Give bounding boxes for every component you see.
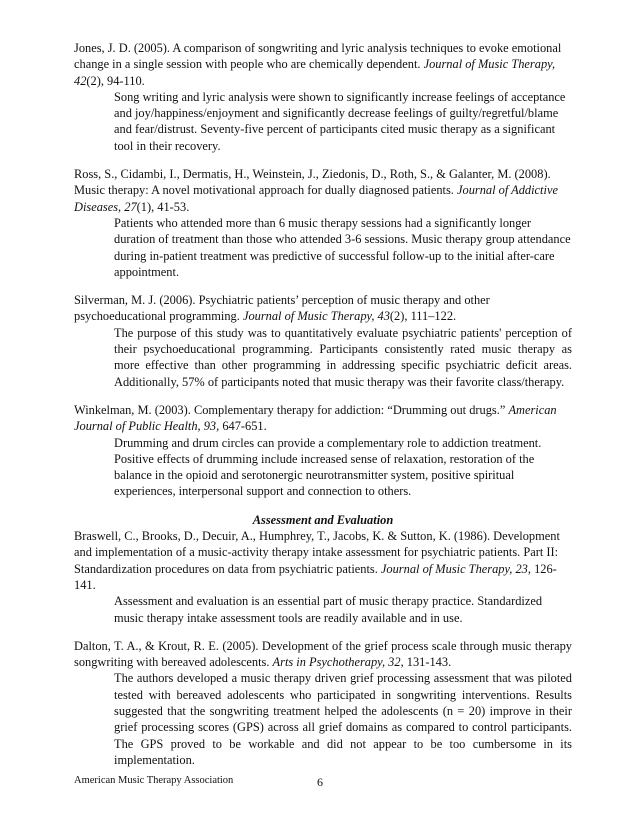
citation: Winkelman, M. (2003). Complementary therapy for addiction: “Drumming out drugs.” American Journal of Public Health, 93, 647-651. [74, 402, 557, 434]
summary: Assessment and evaluation is an essential part of music therapy practice. Standardized music therapy intake assessment tools are readily available and in use. [114, 594, 543, 625]
citation: Ross, S., Cidambi, I., Dermatis, H., Weinstein, J., Ziedonis, D., Roth, S., & Galanter, M. (2008). Music therapy: A novel motivational approach for dually diagnosed patients. Journal of Addictive Diseases, 27(1), 41-53. [74, 167, 558, 214]
citation: Braswell, C., Brooks, D., Decuir, A., Humphrey, T., Jacobs, K. & Sutton, K. (1986). Development and implementation of a music-activity therapy intake assessment for psychiatric patients. Part II: Standardization procedures on data from psychiatric patients. Journal of Music Therapy, 23, 126-141. [74, 529, 560, 592]
reference-entry-jones [74, 40, 572, 154]
reference-entry-silverman [74, 292, 572, 390]
journal-title: Journal of Music Therapy, 23 [380, 561, 528, 576]
reference-entry-dalton [74, 638, 572, 768]
summary: Song writing and lyric analysis were shown to significantly increase feelings of acceptance and joy/happiness/enjoyment and significantly decrease feelings of guilty/regretful/blame and fear/distrust. Seventy-five percent of participants cited music therapy as a significant tool in their recovery. [114, 89, 566, 153]
journal-title: Journal of Music Therapy, 42 [74, 57, 556, 88]
reference-entry-winkelman [74, 402, 572, 500]
summary: The purpose of this study was to quantitatively evaluate psychiatric patients' perception of their psychoeducational programming. Participants consistently rated music therapy as more effective than other programming in addressing specific psychiatric deficit areas. Additionally, 57% of participants noted that music therapy was their favorite class/therapy. [114, 325, 572, 389]
footer-organization: American Music Therapy Association [74, 775, 234, 786]
document-page [74, 40, 572, 780]
summary: Patients who attended more than 6 music therapy sessions had a significantly longer duration of treatment than those who attended 3-6 sessions. Music therapy group attendance during in-patient treatment was predictive of successful follow-up to the initial after-care appointment. [114, 215, 571, 279]
citation: Dalton, T. A., & Krout, R. E. (2005). Development of the grief process scale through music therapy songwriting with bereaved adolescents. Arts in Psychotherapy, 32, 131-143. [74, 638, 572, 670]
section-heading: Assessment and Evaluation [252, 512, 394, 527]
page-number: 6 [317, 775, 323, 789]
citation: Jones, J. D. (2005). A comparison of songwriting and lyric analysis techniques to evoke emotional change in a single session with people who are chemically dependent. Journal of Music Therapy, 42(2), 94-110. [74, 41, 562, 88]
journal-title: Journal of Addictive Diseases, 27 [74, 183, 558, 214]
journal-title: Arts in Psychotherapy, 32 [272, 655, 401, 670]
summary: Drumming and drum circles can provide a complementary role to addiction treatment. Positive effects of drumming include increased sense of relaxation, restoration of the balance in the opioid and serotonergic neurotransmitter system, positive spiritual experiences, interpersonal support and connection to others. [114, 435, 542, 499]
summary: The authors developed a music therapy driven grief processing assessment that was piloted tested with bereaved adolescents who participated in songwriting interventions. Results suggested that the songwriting treatment helped the adolescents (n = 20) improve in their grief processing scores (GPS) across all grief domains as compared to control participants. The GPS proved to be workable and did not appear to be too cumbersome in its implementation. [114, 671, 572, 767]
citation: Silverman, M. J. (2006). Psychiatric patients’ perception of music therapy and other psychoeducational programming. Journal of Music Therapy, 43(2), 111–122. [74, 293, 490, 324]
journal-title: American Journal of Public Health, 93, [74, 402, 557, 434]
reference-entry-ross [74, 166, 572, 280]
reference-entry-braswell [74, 528, 572, 626]
journal-title: Journal of Music Therapy, 43 [242, 309, 390, 324]
